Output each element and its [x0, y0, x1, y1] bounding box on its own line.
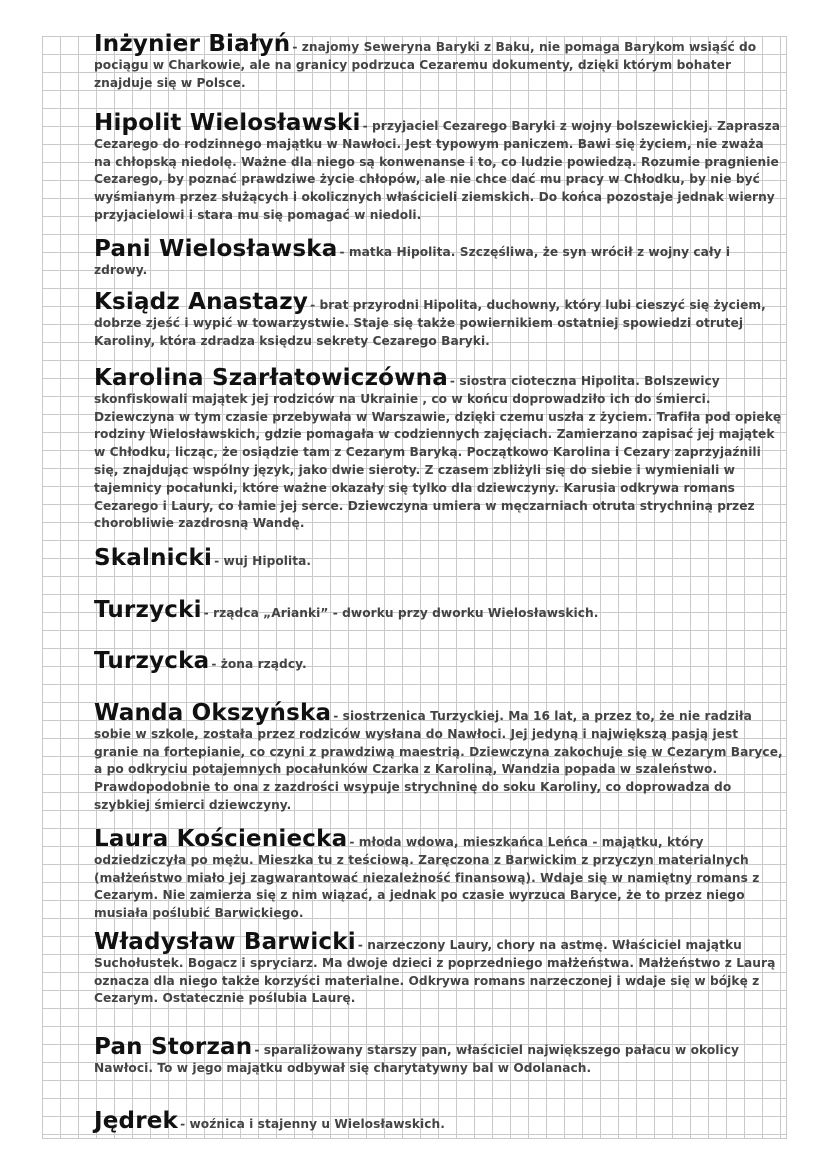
character-entry-laura [94, 826, 784, 923]
character-description: - młoda wdowa, mieszkańca Leńca - majątku, który odziedziczyła po mężu. Mieszka tu z teściową. Zaręczona z Barwickim z przyczyn materialnych (małżeństwo miało jej zagwarantować niezależność finansową). Wdaje się w namiętny romans z Cezarym. Nie zamierza się z nim wiązać, a jednak po czasie wyrzuca Baryce, że to przez niego musiała poślubić Barwickiego. [94, 835, 760, 921]
character-description: - siostra cioteczna Hipolita. Bolszewicy skonfiskowali majątek jej rodziców na Ukrainie , co w końcu doprowadziło ich do śmierci. Dziewczyna w tym czasie przebywała w Warszawie, dzięki czemu uszła z życiem. Trafiła pod opiekę rodziny Wielosławskich, gdzie pomagała w codziennych zajęciach. Zamierzano zapisać jej majątek w Chłodku, licząc, że osiądzie tam z Cezarym Baryką. Początkowo Karolina i Cezary zaprzyjaźnili się, znajdując wspólny język, jako dwie sieroty. Z czasem zbliżyli się do siebie i wymieniali w tajemnicy pocałunki, które ważne okazały się tylko dla dziewczyny. Karusia odkrywa romans Cezarego i Laury, co łamie jej serce. Dziewczyna umiera w męczarniach otruta strychniną przez chorobliwie zazdrosną Wandę. [94, 374, 782, 531]
character-entry-jedrek [94, 1108, 784, 1134]
character-entry-skalnicki [94, 545, 784, 571]
character-description: - znajomy Seweryna Baryki z Baku, nie pomaga Barykom wsiąść do pociągu w Charkowie, ale na granicy podrzuca Cezaremu dokumenty, dzięki którym bohater znajduje się w Polsce. [94, 40, 757, 90]
character-name: Karolina Szarłatowiczówna [94, 365, 448, 391]
character-name: Pani Wielosławska [94, 236, 338, 262]
character-description: - brat przyrodni Hipolita, duchowny, który lubi cieszyć się życiem, dobrze zjeść i wypić w towarzystwie. Staje się także powiernikiem ostatniej spowiedzi otrutej Karoliny, która zdradza księdzu sekrety Cezarego Baryki. [94, 298, 766, 348]
character-entry-ksiadz-anastazy [94, 289, 784, 350]
character-entry-wanda [94, 700, 784, 815]
character-description: - sparaliżowany starszy pan, właściciel największego pałacu w okolicy Nawłoci. To w jego majątku odbywał się charytatywny bal w Odolanach. [94, 1043, 740, 1075]
character-name: Wanda Okszyńska [94, 700, 332, 726]
character-description: - wuj Hipolita. [214, 554, 312, 568]
character-name: Władysław Barwicki [94, 929, 356, 955]
character-description: - narzeczony Laury, chory na astmę. Właściciel majątku Suchołustek. Bogacz i spryciarz. Ma dwoje dzieci z poprzedniego małżeństwa. Małżeństwo z Laurą oznacza dla niego także korzyści materialne. Odkrywa romans narzeczonej i wdaje się w bójkę z Cezarym. Ostatecznie poślubia Laurę. [94, 938, 776, 1006]
character-name: Turzycka [94, 648, 210, 674]
character-entry-barwicki [94, 929, 784, 1008]
character-name: Hipolit Wielosławski [94, 110, 361, 136]
character-description: - woźnica i stajenny u Wielosławskich. [180, 1117, 445, 1131]
character-entry-hipolit [94, 110, 784, 225]
character-description: - przyjaciel Cezarego Baryki z wojny bolszewickiej. Zaprasza Cezarego do rodzinnego majątku w Nawłoci. Jest typowym paniczem. Bawi się życiem, nie zważa na chłopską niedolę. Ważne dla niego są konwenanse i to, co ludzie powiedzą. Rozumie pragnienie Cezarego, by poznać prawdziwe życie chłopów, ale nie chce dać mu pracy w Chłodku, by nie być wyśmianym przez służących i okolicznych właścicieli ziemskich. Do końca pozostaje jednak wierny przyjacielowi i stara mu się pomagać w niedoli. [94, 119, 781, 222]
character-entry-turzycka [94, 648, 784, 674]
character-name: Pan Storzan [94, 1034, 253, 1060]
character-name: Skalnicki [94, 545, 213, 571]
character-entry-turzycki [94, 597, 784, 623]
character-description: - żona rządcy. [211, 657, 307, 671]
character-entry-storzan [94, 1034, 784, 1078]
character-description: - siostrzenica Turzyckiej. Ma 16 lat, a przez to, że nie radziła sobie w szkole, została przez rodziców wysłana do Nawłoci. Jej jedyną i największą pasją jest granie na fortepianie, co czyni z prawdziwą maestrią. Dziewczyna zakochuje się w Cezarym Baryce, a po odkryciu potajemnych pocałunków Czarka z Karoliną, Wandzia popada w szaleństwo. Prawdopodobnie to ona z zazdrości wsypuje strychninę do soku Karoliny, co doprowadza do szybkiej śmierci dziewczyny. [94, 709, 783, 812]
character-name: Laura Kościeniecka [94, 826, 348, 852]
character-description: - matka Hipolita. Szczęśliwa, że syn wrócił z wojny cały i zdrowy. [94, 245, 731, 277]
character-name: Turzycki [94, 597, 202, 623]
character-entry-karolina [94, 365, 784, 533]
character-description: - rządca „Arianki” - dworku przy dworku Wielosławskich. [203, 606, 599, 620]
character-name: Inżynier Białyń [94, 31, 291, 57]
character-name: Ksiądz Anastazy [94, 289, 309, 315]
character-entry-pani-wieloslawska [94, 236, 784, 280]
character-name: Jędrek [94, 1108, 179, 1134]
character-entry-bialyn [94, 31, 784, 92]
